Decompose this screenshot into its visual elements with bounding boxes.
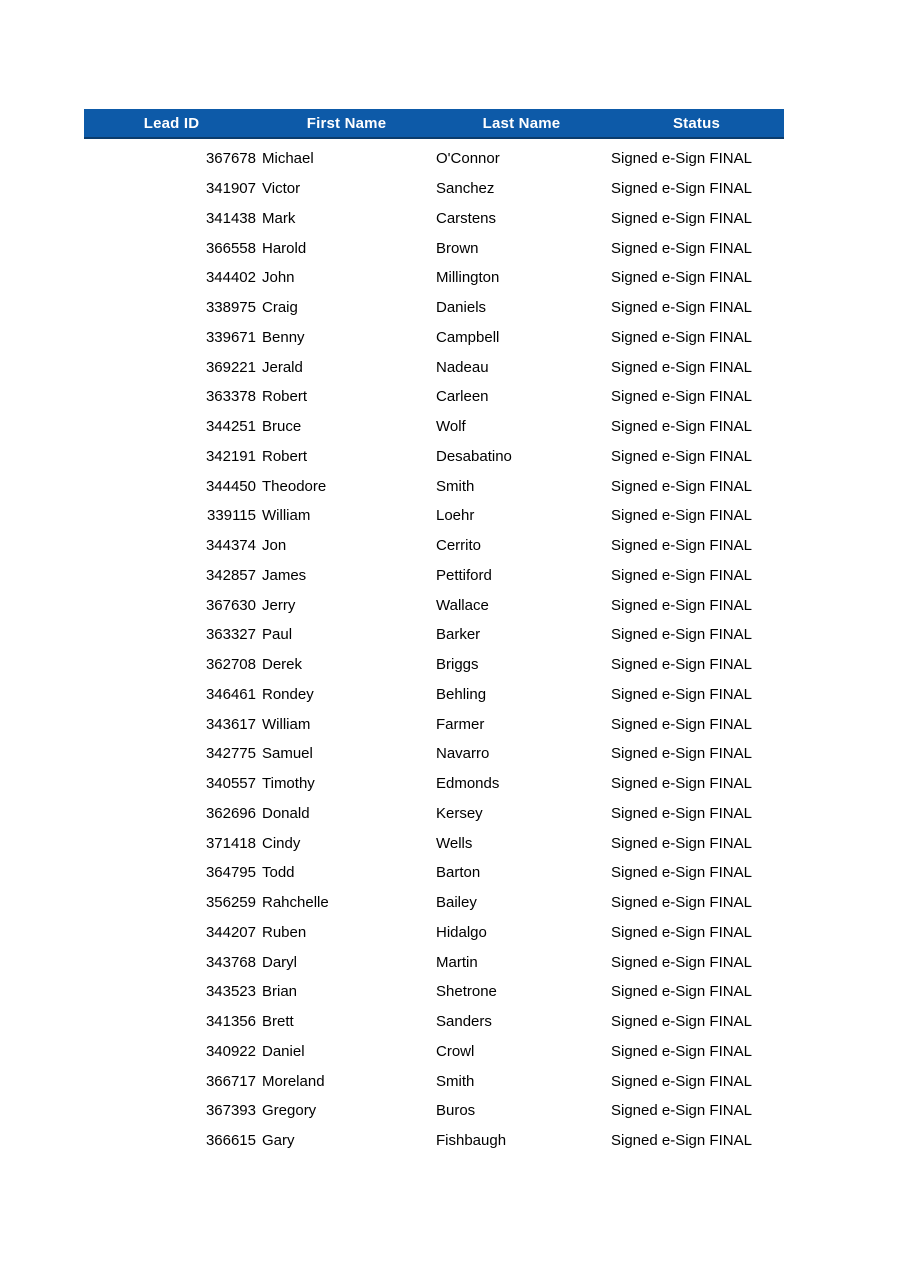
last-name-cell: Behling xyxy=(436,685,487,703)
first-name-cell: Gregory xyxy=(262,1102,317,1120)
lead-id-cell: 339671 xyxy=(205,328,256,346)
first-name-cell: Gary xyxy=(262,1132,295,1150)
table-row[interactable] xyxy=(84,739,784,769)
status-cell: Signed e-Sign FINAL xyxy=(611,953,752,971)
status-cell: Signed e-Sign FINAL xyxy=(611,150,752,168)
first-name-cell: Mark xyxy=(262,209,296,227)
status-cell: Signed e-Sign FINAL xyxy=(611,804,752,822)
table-row[interactable] xyxy=(84,977,784,1007)
first-name-cell: Todd xyxy=(262,864,295,882)
table-row[interactable] xyxy=(84,233,784,263)
lead-id-cell: 363378 xyxy=(205,388,256,406)
table-row[interactable] xyxy=(84,918,784,948)
status-cell: Signed e-Sign FINAL xyxy=(611,1042,752,1060)
first-name-cell: James xyxy=(262,566,307,584)
status-cell: Signed e-Sign FINAL xyxy=(611,209,752,227)
last-name-cell: Smith xyxy=(436,477,475,495)
last-name-cell: Millington xyxy=(436,269,500,287)
first-name-cell: Bruce xyxy=(262,418,302,436)
last-name-cell: Carstens xyxy=(436,209,497,227)
table-row[interactable] xyxy=(84,442,784,472)
last-name-cell: Farmer xyxy=(436,715,485,733)
lead-id-cell: 344207 xyxy=(205,923,256,941)
lead-id-cell: 338975 xyxy=(205,299,256,317)
column-header-first-name: First Name xyxy=(306,114,387,132)
status-cell: Signed e-Sign FINAL xyxy=(611,626,752,644)
first-name-cell: Robert xyxy=(262,388,308,406)
first-name-cell: William xyxy=(262,507,311,525)
table-row[interactable] xyxy=(84,680,784,710)
lead-id-cell: 346461 xyxy=(205,685,256,703)
status-cell: Signed e-Sign FINAL xyxy=(611,328,752,346)
last-name-cell: Shetrone xyxy=(436,983,497,1001)
table-row[interactable] xyxy=(84,709,784,739)
status-cell: Signed e-Sign FINAL xyxy=(611,566,752,584)
status-cell: Signed e-Sign FINAL xyxy=(611,685,752,703)
table-header-row xyxy=(84,109,784,139)
table-row[interactable] xyxy=(84,858,784,888)
lead-id-cell: 366558 xyxy=(205,239,256,257)
last-name-cell: Fishbaugh xyxy=(436,1132,507,1150)
lead-id-cell: 366615 xyxy=(205,1132,256,1150)
first-name-cell: Ruben xyxy=(262,923,307,941)
status-cell: Signed e-Sign FINAL xyxy=(611,388,752,406)
table-row[interactable] xyxy=(84,561,784,591)
status-cell: Signed e-Sign FINAL xyxy=(611,477,752,495)
last-name-cell: Pettiford xyxy=(436,566,492,584)
lead-id-cell: 339115 xyxy=(207,507,256,525)
table-row[interactable] xyxy=(84,828,784,858)
table-row[interactable] xyxy=(84,323,784,353)
status-cell: Signed e-Sign FINAL xyxy=(611,596,752,614)
table-row[interactable] xyxy=(84,293,784,323)
last-name-cell: Buros xyxy=(436,1102,476,1120)
last-name-cell: Hidalgo xyxy=(436,923,487,941)
status-cell: Signed e-Sign FINAL xyxy=(611,715,752,733)
first-name-cell: Cindy xyxy=(262,834,301,852)
status-cell: Signed e-Sign FINAL xyxy=(611,834,752,852)
table-row[interactable] xyxy=(84,1066,784,1096)
table-body xyxy=(84,144,784,1156)
last-name-cell: Kersey xyxy=(436,804,483,822)
lead-id-cell: 341356 xyxy=(205,1013,256,1031)
last-name-cell: Daniels xyxy=(436,299,487,317)
table-row[interactable] xyxy=(84,412,784,442)
first-name-cell: Michael xyxy=(262,150,314,168)
table-row[interactable] xyxy=(84,888,784,918)
table-row[interactable] xyxy=(84,769,784,799)
table-row[interactable] xyxy=(84,1007,784,1037)
first-name-cell: John xyxy=(262,269,295,287)
table-row[interactable] xyxy=(84,1126,784,1156)
first-name-cell: Jon xyxy=(262,537,287,555)
table-row[interactable] xyxy=(84,650,784,680)
lead-id-cell: 363327 xyxy=(205,626,256,644)
table-row[interactable] xyxy=(84,620,784,650)
table-row[interactable] xyxy=(84,1037,784,1067)
status-cell: Signed e-Sign FINAL xyxy=(611,180,752,198)
table-row[interactable] xyxy=(84,531,784,561)
last-name-cell: Carleen xyxy=(436,388,489,406)
lead-id-cell: 364795 xyxy=(205,864,256,882)
first-name-cell: Craig xyxy=(262,299,298,317)
last-name-cell: Sanders xyxy=(436,1013,492,1031)
last-name-cell: Desabatino xyxy=(436,447,512,465)
status-cell: Signed e-Sign FINAL xyxy=(611,447,752,465)
status-cell: Signed e-Sign FINAL xyxy=(611,269,752,287)
table-row[interactable] xyxy=(84,204,784,234)
last-name-cell: Cerrito xyxy=(436,537,482,555)
last-name-cell: Briggs xyxy=(436,656,479,674)
first-name-cell: Daryl xyxy=(262,953,298,971)
status-cell: Signed e-Sign FINAL xyxy=(611,656,752,674)
first-name-cell: Daniel xyxy=(262,1042,305,1060)
lead-id-cell: 362696 xyxy=(205,804,256,822)
first-name-cell: Rahchelle xyxy=(262,894,329,912)
lead-id-cell: 367393 xyxy=(205,1102,256,1120)
last-name-cell: Sanchez xyxy=(436,180,495,198)
lead-id-cell: 343617 xyxy=(205,715,256,733)
first-name-cell: Victor xyxy=(262,180,301,198)
lead-id-cell: 343523 xyxy=(205,983,256,1001)
status-cell: Signed e-Sign FINAL xyxy=(611,1132,752,1150)
status-cell: Signed e-Sign FINAL xyxy=(611,418,752,436)
lead-id-cell: 369221 xyxy=(205,358,256,376)
lead-id-cell: 367630 xyxy=(205,596,256,614)
lead-id-cell: 340557 xyxy=(205,775,256,793)
leads-table xyxy=(84,109,784,1156)
status-cell: Signed e-Sign FINAL xyxy=(611,923,752,941)
last-name-cell: Barker xyxy=(436,626,481,644)
table-row[interactable] xyxy=(84,382,784,412)
table-row[interactable] xyxy=(84,799,784,829)
lead-id-cell: 344374 xyxy=(205,537,256,555)
lead-id-cell: 341438 xyxy=(205,209,256,227)
first-name-cell: Brian xyxy=(262,983,298,1001)
status-cell: Signed e-Sign FINAL xyxy=(611,983,752,1001)
lead-id-cell: 344450 xyxy=(205,477,256,495)
first-name-cell: Moreland xyxy=(262,1072,325,1090)
lead-id-cell: 342857 xyxy=(205,566,256,584)
first-name-cell: Timothy xyxy=(262,775,315,793)
last-name-cell: O'Connor xyxy=(436,150,500,168)
status-cell: Signed e-Sign FINAL xyxy=(611,358,752,376)
last-name-cell: Campbell xyxy=(436,328,500,346)
lead-id-cell: 344251 xyxy=(205,418,256,436)
last-name-cell: Brown xyxy=(436,239,479,257)
lead-id-cell: 342191 xyxy=(205,447,256,465)
table-row[interactable] xyxy=(84,590,784,620)
table-row[interactable] xyxy=(84,501,784,531)
last-name-cell: Nadeau xyxy=(436,358,489,376)
status-cell: Signed e-Sign FINAL xyxy=(611,537,752,555)
status-cell: Signed e-Sign FINAL xyxy=(611,1013,752,1031)
last-name-cell: Wallace xyxy=(436,596,489,614)
last-name-cell: Navarro xyxy=(436,745,490,763)
column-header-status: Status xyxy=(672,114,721,132)
first-name-cell: William xyxy=(262,715,311,733)
lead-id-cell: 343768 xyxy=(205,953,256,971)
status-cell: Signed e-Sign FINAL xyxy=(611,775,752,793)
lead-id-cell: 341907 xyxy=(205,180,256,198)
lead-id-cell: 362708 xyxy=(205,656,256,674)
last-name-cell: Martin xyxy=(436,953,478,971)
first-name-cell: Theodore xyxy=(262,477,327,495)
first-name-cell: Derek xyxy=(262,656,303,674)
last-name-cell: Smith xyxy=(436,1072,475,1090)
table-row[interactable] xyxy=(84,471,784,501)
table-row[interactable] xyxy=(84,947,784,977)
lead-id-cell: 366717 xyxy=(205,1072,256,1090)
table-row[interactable] xyxy=(84,352,784,382)
status-cell: Signed e-Sign FINAL xyxy=(611,1072,752,1090)
last-name-cell: Edmonds xyxy=(436,775,500,793)
status-cell: Signed e-Sign FINAL xyxy=(611,745,752,763)
first-name-cell: Rondey xyxy=(262,685,314,703)
first-name-cell: Robert xyxy=(262,447,308,465)
lead-id-cell: 342775 xyxy=(205,745,256,763)
lead-id-cell: 344402 xyxy=(205,269,256,287)
last-name-cell: Wells xyxy=(436,834,473,852)
last-name-cell: Crowl xyxy=(436,1042,475,1060)
last-name-cell: Wolf xyxy=(436,418,466,436)
lead-id-cell: 367678 xyxy=(205,150,256,168)
lead-id-cell: 371418 xyxy=(205,834,256,852)
status-cell: Signed e-Sign FINAL xyxy=(611,864,752,882)
first-name-cell: Jerry xyxy=(262,596,296,614)
first-name-cell: Harold xyxy=(262,239,307,257)
first-name-cell: Benny xyxy=(262,328,305,346)
table-row[interactable] xyxy=(84,1096,784,1126)
first-name-cell: Samuel xyxy=(262,745,313,763)
column-header-lead-id: Lead ID xyxy=(143,114,200,132)
first-name-cell: Jerald xyxy=(262,358,303,376)
lead-id-cell: 340922 xyxy=(205,1042,256,1060)
last-name-cell: Loehr xyxy=(436,507,475,525)
status-cell: Signed e-Sign FINAL xyxy=(611,894,752,912)
column-header-last-name: Last Name xyxy=(482,114,561,132)
table-row[interactable] xyxy=(84,174,784,204)
status-cell: Signed e-Sign FINAL xyxy=(611,299,752,317)
first-name-cell: Brett xyxy=(262,1013,294,1031)
first-name-cell: Paul xyxy=(262,626,293,644)
table-row[interactable] xyxy=(84,144,784,174)
last-name-cell: Bailey xyxy=(436,894,477,912)
status-cell: Signed e-Sign FINAL xyxy=(611,507,752,525)
lead-id-cell: 356259 xyxy=(205,894,256,912)
status-cell: Signed e-Sign FINAL xyxy=(611,239,752,257)
status-cell: Signed e-Sign FINAL xyxy=(611,1102,752,1120)
last-name-cell: Barton xyxy=(436,864,481,882)
table-row[interactable] xyxy=(84,263,784,293)
first-name-cell: Donald xyxy=(262,804,310,822)
